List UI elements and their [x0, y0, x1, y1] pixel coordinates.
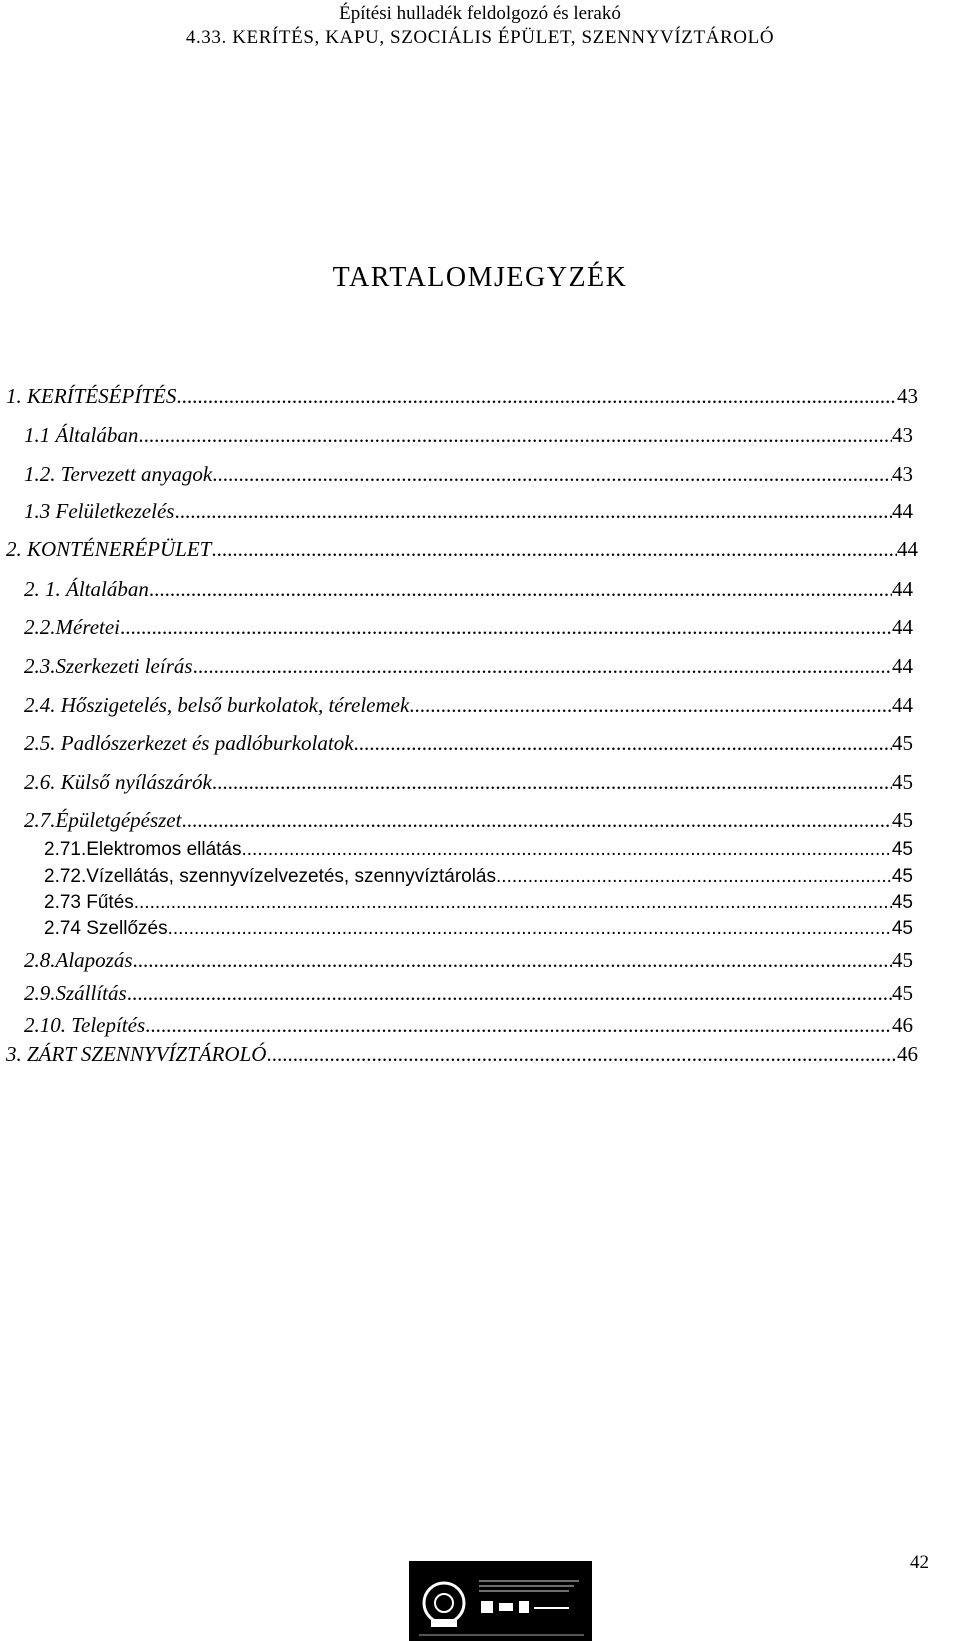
toc-leader-dots [149, 577, 892, 602]
toc-entry-1-3[interactable] [24, 499, 913, 524]
toc-leader-dots [120, 615, 892, 640]
toc-leader-dots [145, 1013, 892, 1038]
toc-entry-page: 45 [892, 731, 913, 755]
toc-entry-label: 1. KERÍTÉSÉPÍTÉS [6, 384, 177, 408]
toc-entry-2-9[interactable] [24, 981, 913, 1006]
toc-entry-page: 43 [892, 462, 913, 486]
toc-entry-page: 44 [892, 693, 913, 717]
toc-entry-label: 2.73 Fűtés [44, 892, 134, 913]
toc-entry-2-71[interactable] [44, 839, 913, 861]
toc-entry-label: 2.3.Szerkezeti leírás [24, 654, 193, 678]
toc-entry-2-2[interactable] [24, 615, 913, 640]
toc-leader-dots [242, 839, 892, 861]
toc-entry-page: 44 [892, 615, 913, 639]
toc-entry-page: 46 [897, 1042, 918, 1066]
toc-entry-label: 1.2. Tervezett anyagok [24, 462, 213, 486]
page-number: 42 [910, 1552, 929, 1573]
toc-title: TARTALOMJEGYZÉK [332, 262, 628, 293]
toc-entry-label: 3. ZÁRT SZENNYVÍZTÁROLÓ [6, 1042, 267, 1066]
header-section-title: 4.33. KERÍTÉS, KAPU, SZOCIÁLIS ÉPÜLET, SZENNYVÍZTÁROLÓ [185, 27, 775, 48]
toc-leader-dots [133, 948, 892, 973]
toc-entry-label: 2.8.Alapozás [24, 948, 133, 972]
toc-entry-1-1[interactable] [24, 423, 913, 448]
toc-entry-page: 45 [892, 808, 913, 832]
toc-leader-dots [211, 537, 897, 562]
toc-leader-dots [212, 770, 892, 795]
toc-leader-dots [409, 693, 892, 718]
toc-entry-2-73[interactable] [44, 892, 913, 914]
company-logo [409, 1561, 592, 1641]
toc-entry-label: 2. KONTÉNERÉPÜLET [6, 537, 212, 561]
toc-entry-page: 45 [892, 948, 913, 972]
toc-leader-dots [168, 918, 892, 940]
toc-entry-page: 45 [891, 918, 913, 939]
toc-leader-dots [138, 423, 892, 448]
toc-leader-dots [496, 866, 892, 888]
toc-entry-label: 2.74 Szellőzés [44, 918, 168, 939]
toc-entry-page: 45 [891, 866, 913, 887]
toc-entry-label: 2.71.Elektromos ellátás [44, 839, 242, 860]
toc-entry-label: 2.9.Szállítás [24, 981, 127, 1005]
toc-entry-label: 1.1 Általában [24, 423, 139, 447]
toc-entry-page: 45 [892, 770, 913, 794]
header-project-title: Építési hulladék feldolgozó és lerakó [339, 3, 621, 24]
toc-entry-label: 2.2.Méretei [24, 615, 121, 639]
toc-entry-page: 43 [892, 423, 913, 447]
toc-entry-page: 43 [897, 384, 918, 408]
toc-leader-dots [266, 1042, 897, 1067]
toc-entry-label: 2. 1. Általában [24, 577, 149, 601]
toc-leader-dots [176, 384, 897, 409]
toc-entry-page: 45 [891, 839, 913, 860]
toc-leader-dots [193, 654, 892, 679]
toc-entry-label: 2.4. Hőszigetelés, belső burkolatok, térelemek [24, 693, 410, 717]
toc-entry-label: 2.72.Vízellátás, szennyvízelvezetés, szennyvíztárolás [44, 866, 497, 887]
toc-entry-3[interactable] [6, 1042, 918, 1067]
toc-entry-page: 45 [891, 892, 913, 913]
toc-entry-page: 44 [897, 537, 918, 561]
toc-entry-label: 2.10. Telepítés [24, 1013, 146, 1037]
logo-graphic [409, 1561, 592, 1641]
toc-leader-dots [212, 462, 892, 487]
toc-entry-page: 46 [892, 1013, 913, 1037]
toc-entry-label: 1.3 Felületkezelés [24, 499, 175, 523]
toc-leader-dots [174, 499, 892, 524]
toc-entry-2-3[interactable] [24, 654, 913, 679]
toc-entry-2-8[interactable] [24, 948, 913, 973]
toc-entry-page: 44 [892, 577, 913, 601]
toc-entry-page: 44 [892, 499, 913, 523]
toc-leader-dots [134, 892, 892, 914]
toc-entry-2-4[interactable] [24, 693, 913, 718]
toc-entry-label: 2.7.Épületgépészet [24, 808, 182, 832]
toc-entry-2-5[interactable] [24, 731, 913, 756]
toc-entry-page: 45 [892, 981, 913, 1005]
toc-leader-dots [127, 981, 892, 1006]
toc-entry-page: 44 [892, 654, 913, 678]
toc-leader-dots [181, 808, 892, 833]
toc-entry-2-1[interactable] [24, 577, 913, 602]
toc-entry-2-7[interactable] [24, 808, 913, 833]
toc-entry-2-72[interactable] [44, 866, 913, 888]
toc-entry-1-2[interactable] [24, 462, 913, 487]
toc-entry-2[interactable] [6, 537, 918, 562]
toc-entry-2-10[interactable] [24, 1013, 913, 1038]
toc-entry-1[interactable] [6, 384, 918, 409]
toc-leader-dots [354, 731, 892, 756]
toc-entry-2-74[interactable] [44, 918, 913, 940]
toc-entry-2-6[interactable] [24, 770, 913, 795]
toc-entry-label: 2.5. Padlószerkezet és padlóburkolatok [24, 731, 354, 755]
toc-entry-label: 2.6. Külső nyílászárók [24, 770, 212, 794]
